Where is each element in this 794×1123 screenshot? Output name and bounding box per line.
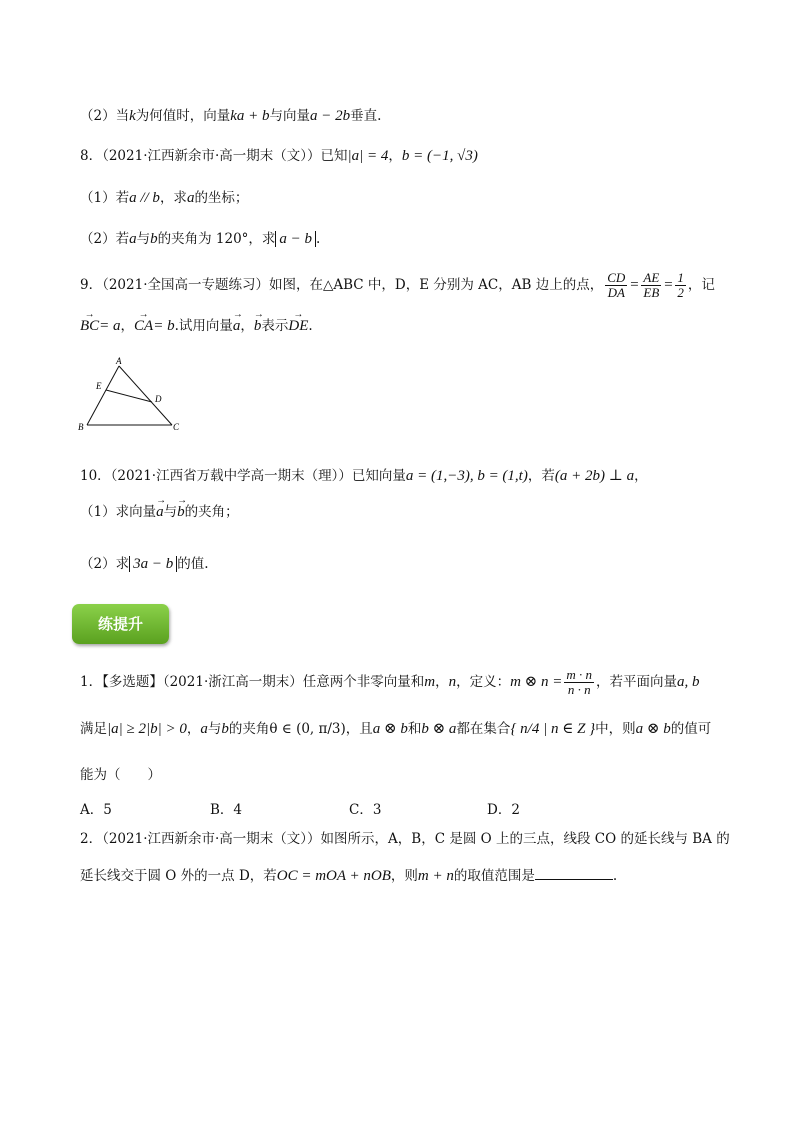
q9-vec-de: → DE bbox=[288, 316, 308, 336]
s1-line2: 满足|a| ≥ 2|b| > 0，a与b的夹角θ ∈ (0, π/3)，且a ⊗ b和b ⊗ a都在集合{ n/4 | n ∈ Z }中，则a ⊗ b的值可 bbox=[80, 721, 712, 737]
triangle-figure bbox=[72, 352, 192, 436]
label-a: A bbox=[116, 356, 122, 366]
q9-vec-ca: → CA bbox=[134, 316, 153, 336]
q10-vectors: a = (1,−3), b = (1,t) bbox=[405, 468, 528, 484]
q7-part2: （2）当k为何值时，向量ka + b与向量a − 2b垂直. bbox=[80, 108, 382, 124]
q10-abs-expr: 3a − b bbox=[129, 556, 177, 572]
answer-blank[interactable] bbox=[535, 867, 613, 880]
q10-perp: (a + 2b) ⊥ a bbox=[554, 468, 635, 484]
q8-header: 8．（2021·江西新余市·高一期末（文））已知|a| = 4，b = (−1, √3) bbox=[80, 148, 478, 164]
section-practice-button[interactable]: 练提升 bbox=[72, 604, 169, 644]
q9-frac-ae-eb: $\frac{AE}{EB}$ bbox=[643, 270, 660, 300]
q10-header: 10．（2021·江西省万载中学高一期末（理））已知向量a = (1,−3), b = (1,t)，若(a + 2b) ⊥ a， bbox=[80, 468, 648, 484]
q10-part1: （1）求向量→ a与→ b的夹角； bbox=[80, 502, 239, 522]
q9-frac-half: $\frac{1}{2}$ bbox=[677, 270, 684, 300]
q8-abs-expr: a − b bbox=[275, 231, 316, 247]
label-c: C bbox=[173, 422, 180, 432]
s1-line1: 1．【多选题】（2021·浙江高一期末）任意两个非零向量和m，n，定义：m ⊗ n = $\frac{m \cdot n}{n \cdot n}$ ，若平面向量a, b bbox=[80, 667, 700, 697]
option-b: B．4 bbox=[210, 802, 243, 818]
s2-line2: 延长线交于圆 O 外的一点 D，若OC = mOA + nOB，则m + n的取值范围是 . bbox=[80, 868, 618, 884]
s1-def-frac: $\frac{m \cdot n}{n \cdot n}$ bbox=[566, 667, 593, 697]
q8-part2: （2）若a与b的夹角为 120°，求 a − b . bbox=[80, 231, 321, 247]
side-ab bbox=[87, 366, 119, 425]
q10-part2: （2）求 3a − b 的值. bbox=[80, 556, 209, 572]
q7-expr1: ka + b bbox=[230, 108, 270, 124]
option-c: C．3 bbox=[349, 802, 382, 818]
q9-frac-cd-da: $\frac{CD}{DA}$ bbox=[607, 270, 626, 300]
q9-line2: → BC= a，→ CA= b.试用向量→ a，→ b表示→ DE. bbox=[80, 316, 313, 336]
segment-de bbox=[106, 390, 152, 402]
s1-set: { n/4 | n ∈ Z } bbox=[510, 721, 596, 737]
label-d: D bbox=[155, 394, 162, 404]
q8-part1: （1）若a // b，求a的坐标； bbox=[80, 190, 249, 206]
option-d: D．2 bbox=[487, 802, 520, 818]
label-b: B bbox=[78, 422, 84, 432]
s2-line1: 2．（2021·江西新余市·高一期末（文））如图所示，A，B，C 是圆 O 上的三点，线段 CO 的延长线与 BA 的 bbox=[80, 831, 730, 847]
label-e: E bbox=[96, 381, 102, 391]
q7-expr2: a − 2b bbox=[310, 108, 351, 124]
s1-line3: 能为（ ） bbox=[80, 767, 161, 783]
q9-vec-bc: → BC bbox=[80, 316, 99, 336]
q9-header: 9．（2021·全国高一专题练习）如图，在△ABC 中，D，E 分别为 AC，AB 边上的点， $\frac{CD}{DA}$ = $\frac{AE}{EB}$ = $\frac{1}{2}$ ，记 bbox=[80, 270, 715, 300]
option-a: A．5 bbox=[80, 802, 112, 818]
s2-vector-eq: OC = mOA + nOB bbox=[276, 868, 391, 884]
